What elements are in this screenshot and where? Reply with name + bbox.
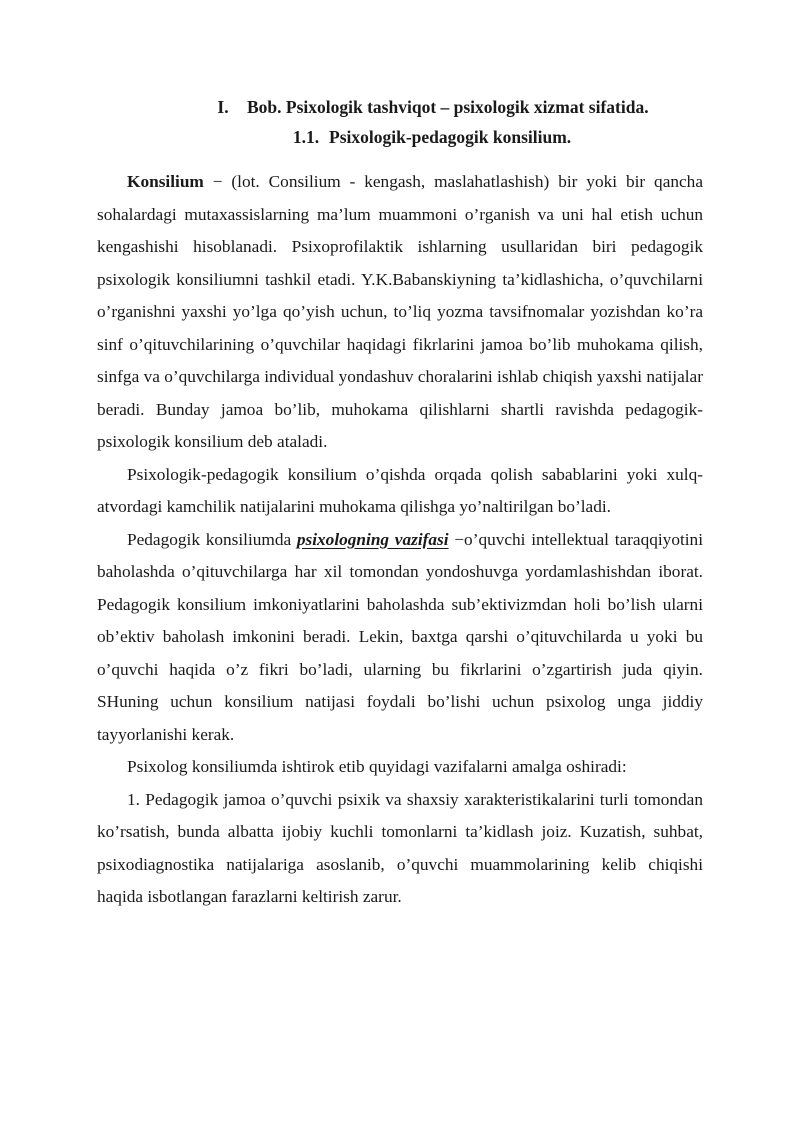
paragraph-tasks-intro (97, 751, 703, 784)
chapter-heading (97, 92, 703, 122)
paragraph-purpose (97, 459, 703, 524)
paragraph-text: Psixologik-pedagogik konsilium o’qishda orqada qolish sabablarini yoki xulq-atvordagi kamchilik natijalarini muhokama qilishga yo’naltirilgan bo’ladi. (97, 464, 703, 516)
paragraph-text: − (lot. Consilium - kengash, maslahatlashish) bir yoki bir qancha sohalardagi mutaxassislarning ma’lum muammoni o’rganish va uni hal etish uchun kengashishi hisoblanadi. Psixoprofilaktik ishlarning usullaridan biri pedagogik psixologik konsiliumni tashkil etadi. Y.K.Babanskiyning ta’kidlashicha, o’quvchilarni o’rganishni yaxshi yo’lga qo’yish uchun, to’liq yozma tavsifnomalar yozishdan ko’ra sinf o’qituvchilarining o’quvchilar haqidagi fikrlarini jamoa bo’lib muhokama qilish, sinfga va o’quvchilarga individual yondashuv choralarini ishlab chiqish yaxshi natijalar beradi. Bunday jamoa bo’lib, muhokama qilishlarni shartli ravishda pedagogik- psixologik konsilium deb ataladi. (97, 172, 703, 451)
defined-term: Konsilium (127, 172, 204, 191)
paragraph-task-1 (97, 784, 703, 914)
paragraph-text: −o’quvchi intellektual taraqqiyotini baholashda o’qituvchilarga har xil tomondan yondoshuvga yordamlashishdan iborat. Pedagogik konsilium imkoniyatlarini baholashda sub’ektivizmdan holi bo’lish ularni ob’ektiv baholash imkonini beradi. Lekin, baxtga qarshi o’qituvchilarda u yoki bu o’quvchi haqida o’z fikri bo’ladi, ularning bu fikrlarini o’zgartirish juda qiyin. SHuning uchun konsilium natijasi foydali bo’lishi uchun psixolog unga jiddiy tayyorlanishi kerak. (97, 529, 704, 744)
paragraph-text: Psixolog konsiliumda ishtirok etib quyidagi vazifalarni amalga oshiradi: (127, 757, 627, 776)
chapter-title: Bob. Psixologik tashviqot – psixologik xizmat sifatida. (247, 97, 649, 117)
section-title: Psixologik-pedagogik konsilium. (329, 127, 572, 147)
paragraph-psychologist-task (97, 524, 703, 752)
section-number: 1.1. (292, 127, 320, 147)
chapter-number: I. (217, 97, 229, 117)
paragraph-definition (97, 166, 703, 459)
document-page (97, 92, 703, 914)
body-text (97, 166, 703, 914)
section-heading (97, 122, 703, 152)
paragraph-text: Pedagogik konsiliumda (127, 529, 297, 549)
paragraph-text: 1. Pedagogik jamoa o’quvchi psixik va shaxsiy xarakteristikalarini turli tomondan ko’rsatish, bunda albatta ijobiy kuchli tomonlarni ta’kidlash joiz. Kuzatish, suhbat, psixodiagnostika natijalariga asoslanib, o’quvchi muammolarining kelib chiqishi haqida isbotlangan farazlarni keltirish zarur. (97, 789, 703, 906)
emphasized-term: psixologning vazifasi (296, 529, 449, 549)
